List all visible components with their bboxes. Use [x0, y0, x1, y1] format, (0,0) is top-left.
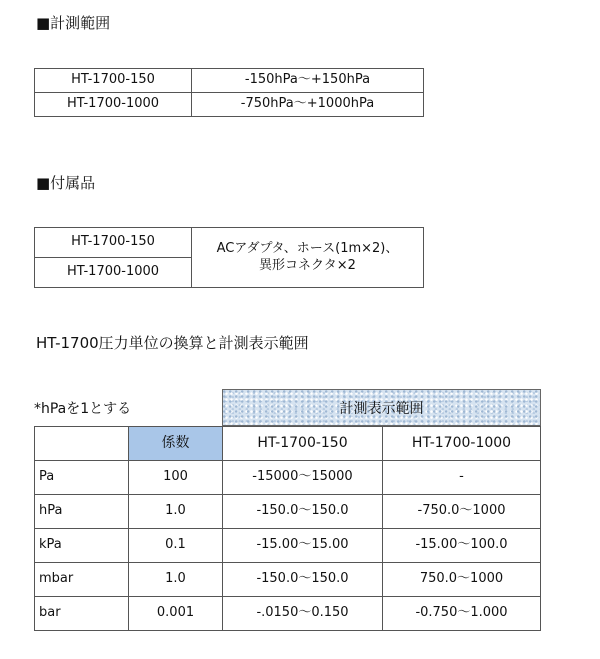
- unit-cell: Pa: [35, 461, 129, 495]
- conversion-table: [34, 426, 541, 631]
- table-row: [35, 93, 424, 117]
- model-cell: HT-1700-1000: [35, 93, 192, 117]
- unit-cell: kPa: [35, 529, 129, 563]
- accessories-table: [34, 227, 424, 288]
- table-row: [35, 228, 424, 258]
- measurement-range-banner: 計測表示範囲: [222, 389, 541, 426]
- coef-cell: 100: [129, 461, 223, 495]
- table-row: [35, 529, 541, 563]
- unit-cell: bar: [35, 597, 129, 631]
- model-cell: HT-1700-150: [35, 69, 192, 93]
- accessories-cell: [192, 228, 424, 288]
- range-1000-cell: -15.00～100.0: [383, 529, 541, 563]
- range-150-cell: -150.0～150.0: [223, 495, 383, 529]
- col-header-1000: HT-1700-1000: [383, 427, 541, 461]
- range-1000-cell: 750.0～1000: [383, 563, 541, 597]
- accessories-line-2: 異形コネクタ×2: [259, 257, 356, 273]
- range-150-cell: -150.0～150.0: [223, 563, 383, 597]
- range-150-cell: -15.00～15.00: [223, 529, 383, 563]
- range-1000-cell: -: [383, 461, 541, 495]
- range-cell: -150hPa～+150hPa: [192, 69, 424, 93]
- range-cell: -750hPa～+1000hPa: [192, 93, 424, 117]
- table-row: [35, 495, 541, 529]
- section-title-accessories: ■付属品: [36, 174, 96, 192]
- range-150-cell: -.0150～0.150: [223, 597, 383, 631]
- range-1000-cell: -0.750～1.000: [383, 597, 541, 631]
- range-table: [34, 68, 424, 117]
- coef-cell: 0.001: [129, 597, 223, 631]
- unit-cell: hPa: [35, 495, 129, 529]
- coef-cell: 0.1: [129, 529, 223, 563]
- section-title-range: ■計測範囲: [36, 14, 111, 32]
- coef-cell: 1.0: [129, 495, 223, 529]
- unit-cell: mbar: [35, 563, 129, 597]
- section-title-conversion: HT-1700圧力単位の換算と計測表示範囲: [36, 334, 309, 352]
- table-row: [35, 563, 541, 597]
- model-cell: HT-1700-1000: [35, 258, 192, 288]
- coef-header: 係数: [129, 427, 223, 461]
- model-cell: HT-1700-150: [35, 228, 192, 258]
- header-row: [35, 427, 541, 461]
- hpa-note: *hPaを1とする: [34, 401, 132, 417]
- table-row: [35, 461, 541, 495]
- header-blank-cell: [35, 427, 129, 461]
- range-150-cell: -15000～15000: [223, 461, 383, 495]
- col-header-150: HT-1700-150: [223, 427, 383, 461]
- coef-cell: 1.0: [129, 563, 223, 597]
- table-row: [35, 597, 541, 631]
- range-1000-cell: -750.0～1000: [383, 495, 541, 529]
- accessories-line-1: ACアダプタ、ホース(1m×2)、: [216, 241, 399, 257]
- table-row: [35, 69, 424, 93]
